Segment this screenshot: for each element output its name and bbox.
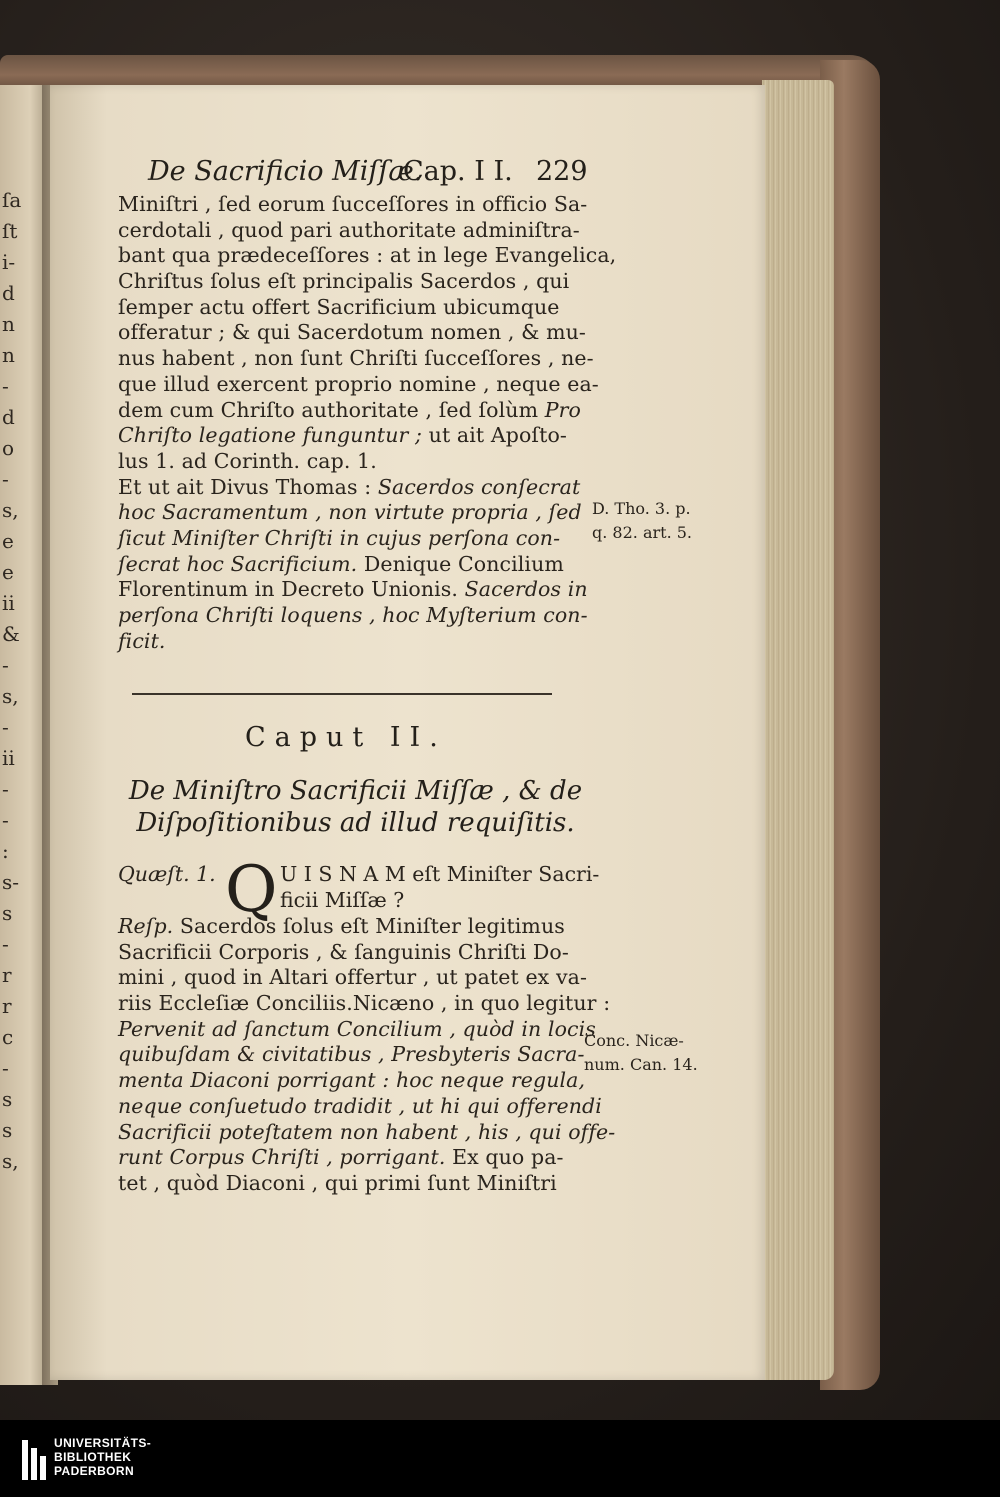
chapter-subtitle-line-2: Diſpoſitionibus ad illud requiſitis. (136, 808, 575, 838)
body-line (118, 423, 590, 449)
body-line (118, 398, 590, 424)
left-page-fragment: n (2, 343, 15, 367)
text-run: Sacerdos ſolus eſt Miniſter legitimus (173, 914, 565, 938)
marginal-note-line: Conc. Nicæ- (584, 1031, 684, 1050)
text-run: quibuſdam & civitatibus , Presbyteris Sacra- (118, 1042, 585, 1067)
library-logo-icon (22, 1440, 48, 1480)
text-run: Ex quo pa- (445, 1145, 564, 1170)
text-run: Chriſtus ſolus eſt principalis Sacerdos , qui (118, 269, 570, 294)
left-page-fragment: - (2, 374, 9, 398)
text-run: Denique Concilium (357, 551, 564, 576)
body-line (118, 475, 590, 501)
text-run: offeratur ; & qui Sacerdotum nomen , & mu- (118, 320, 586, 345)
library-logo-text (54, 1436, 151, 1478)
header-chapter: Cap. I I. (403, 156, 513, 187)
left-page-fragment: - (2, 932, 9, 956)
text-run: cerdotali , quod pari authoritate adminiſtra- (118, 217, 580, 242)
answer-line (118, 1042, 590, 1068)
answer-line (118, 1145, 590, 1171)
text-run: Miniſtri , ſed eorum ſucceſſores in officio Sa- (118, 192, 588, 216)
running-header (148, 156, 588, 192)
body-text (118, 192, 617, 654)
left-page-fragment: e (2, 529, 14, 553)
header-title: De Sacrificio Miſſæ. (148, 156, 423, 187)
body-line (118, 320, 590, 346)
left-page-fragment: n (2, 312, 15, 336)
left-page-fragment: d (2, 405, 15, 429)
logo-line-1: UNIVERSITÄTS- (54, 1436, 152, 1450)
marginal-note-line: D. Tho. 3. p. (592, 499, 691, 518)
left-page-fragment: i- (2, 250, 16, 274)
left-page-fragment: - (2, 715, 9, 739)
text-run: ſicut Miniſter Chriſti in cujus perſona con- (118, 525, 561, 550)
text-run: menta Diaconi porrigant : hoc neque regula, (118, 1068, 586, 1093)
left-page-fragment: c (2, 1025, 14, 1049)
logo-line-3: PADERBORN (54, 1464, 135, 1478)
text-run: runt Corpus Chriſti , porrigant. (118, 1145, 446, 1170)
text-run: ſemper actu offert Sacrificium ubicumque (118, 294, 560, 319)
text-run: riis Eccleſiæ Conciliis.Nicæno , in quo legitur : (118, 991, 611, 1016)
left-page-fragment: s, (2, 1149, 19, 1173)
left-page-fragment: ii (2, 746, 15, 770)
question-line-2: ficii Miſſæ ? (280, 888, 405, 912)
text-run: Reſp. (118, 914, 174, 938)
left-page-fragment: s- (2, 870, 20, 894)
question-label: Quæſt. 1. (118, 862, 216, 886)
left-page-fragment: r (2, 994, 12, 1018)
left-page-fragment: : (2, 839, 9, 863)
body-line (118, 371, 599, 398)
left-page-fragment: s (2, 901, 13, 925)
page-number: 229 (536, 156, 588, 187)
text-run: lus 1. ad Corinth. cap. 1. (118, 448, 377, 473)
text-run: neque conſuetudo tradidit , ut hi qui offerendi (118, 1093, 602, 1118)
body-line (118, 552, 590, 578)
left-page-fragment: d (2, 281, 15, 305)
answer-line (118, 1093, 602, 1120)
marginal-note-line: num. Can. 14. (584, 1055, 698, 1074)
answer-line (118, 914, 590, 940)
text-run: Sacerdos conſecrat (377, 474, 581, 499)
answer-line (118, 1068, 590, 1094)
text-run: perſona Chriſti loquens , hoc Myſterium con- (118, 603, 588, 627)
text-run: Sacerdos in (464, 577, 588, 602)
text-run: nus habent , non ſunt Chriſti ſucceſſores , ne- (118, 346, 594, 371)
text-run: Chriſto legatione funguntur ; (118, 423, 423, 448)
left-page-fragment: - (2, 1056, 9, 1080)
text-run: hoc Sacramentum , non virtute propria , ſed (118, 500, 582, 525)
text-run: bant qua prædeceſſores : at in lege Evangelica, (118, 243, 617, 268)
text-run: Sacrificii poteſtatem non habent , his , qui offe- (118, 1119, 616, 1144)
left-page-fragment: ſa (2, 188, 22, 212)
answer-text (118, 914, 616, 1197)
answer-line (118, 991, 611, 1017)
logo-line-2: BIBLIOTHEK (54, 1450, 132, 1464)
left-page-fragment: - (2, 777, 9, 801)
body-line (118, 449, 590, 475)
text-run: dem cum Chriſto authoritate , ſed ſolùm (118, 397, 545, 422)
body-line (118, 526, 590, 552)
body-line (118, 269, 590, 295)
text-run: ficit. (118, 628, 166, 653)
text-run: Sacrificii Corporis , & ſanguinis Chriſti Do- (118, 939, 569, 964)
body-line (118, 629, 590, 655)
marginal-note-line: q. 82. art. 5. (592, 523, 692, 542)
section-rule (132, 693, 552, 695)
body-line (118, 218, 590, 244)
answer-line (118, 1119, 616, 1146)
body-line (118, 243, 617, 269)
left-page-fragment: o (2, 436, 15, 460)
left-page-fragment: s (2, 1118, 13, 1142)
left-page-fragment: ii (2, 591, 15, 615)
left-page-fragment: ſt (2, 219, 18, 243)
left-page-fragment: - (2, 653, 9, 677)
left-page-fragment: & (2, 622, 20, 646)
answer-line (118, 1016, 596, 1043)
answer-line (118, 1171, 590, 1197)
answer-line (118, 940, 590, 966)
left-page-fragment: r (2, 963, 12, 987)
body-line (118, 603, 590, 629)
answer-line (118, 965, 590, 991)
body-line (118, 577, 590, 603)
left-page-fragment: s (2, 1087, 13, 1111)
body-line (118, 192, 590, 218)
text-run: Pervenit ad ſanctum Concilium , quòd in locis (118, 1016, 596, 1041)
text-run: tet , quòd Diaconi , qui primi ſunt Miniſtri (118, 1170, 557, 1195)
left-page-fragment: - (2, 808, 9, 832)
left-page-fragment: s, (2, 684, 19, 708)
drop-cap: Q (225, 853, 278, 927)
text-run: Et ut ait Divus Thomas : (118, 474, 378, 499)
left-page-fragment: e (2, 560, 14, 584)
text-run: ſecrat hoc Sacrificium. (118, 551, 358, 576)
body-line (118, 346, 594, 372)
left-page-fragment: s, (2, 498, 19, 522)
text-run: que illud exercent proprio nomine , neque ea- (118, 371, 599, 396)
question-line-1: U I S N A M eſt Miniſter Sacri- (280, 862, 600, 886)
left-page-fragment: - (2, 467, 9, 491)
page-edges (762, 80, 834, 1380)
body-line (118, 500, 590, 526)
text-run: Florentinum in Decreto Unionis. (118, 577, 465, 602)
text-run: Pro (544, 397, 581, 422)
text-run: ut ait Apoſto- (422, 423, 567, 448)
chapter-subtitle-line-1: De Miniſtro Sacrificii Miſſæ , & de (128, 776, 583, 806)
chapter-heading: Caput II. (245, 722, 447, 753)
text-run: mini , quod in Altari offertur , ut patet ex va- (118, 965, 587, 990)
body-line (118, 295, 590, 321)
